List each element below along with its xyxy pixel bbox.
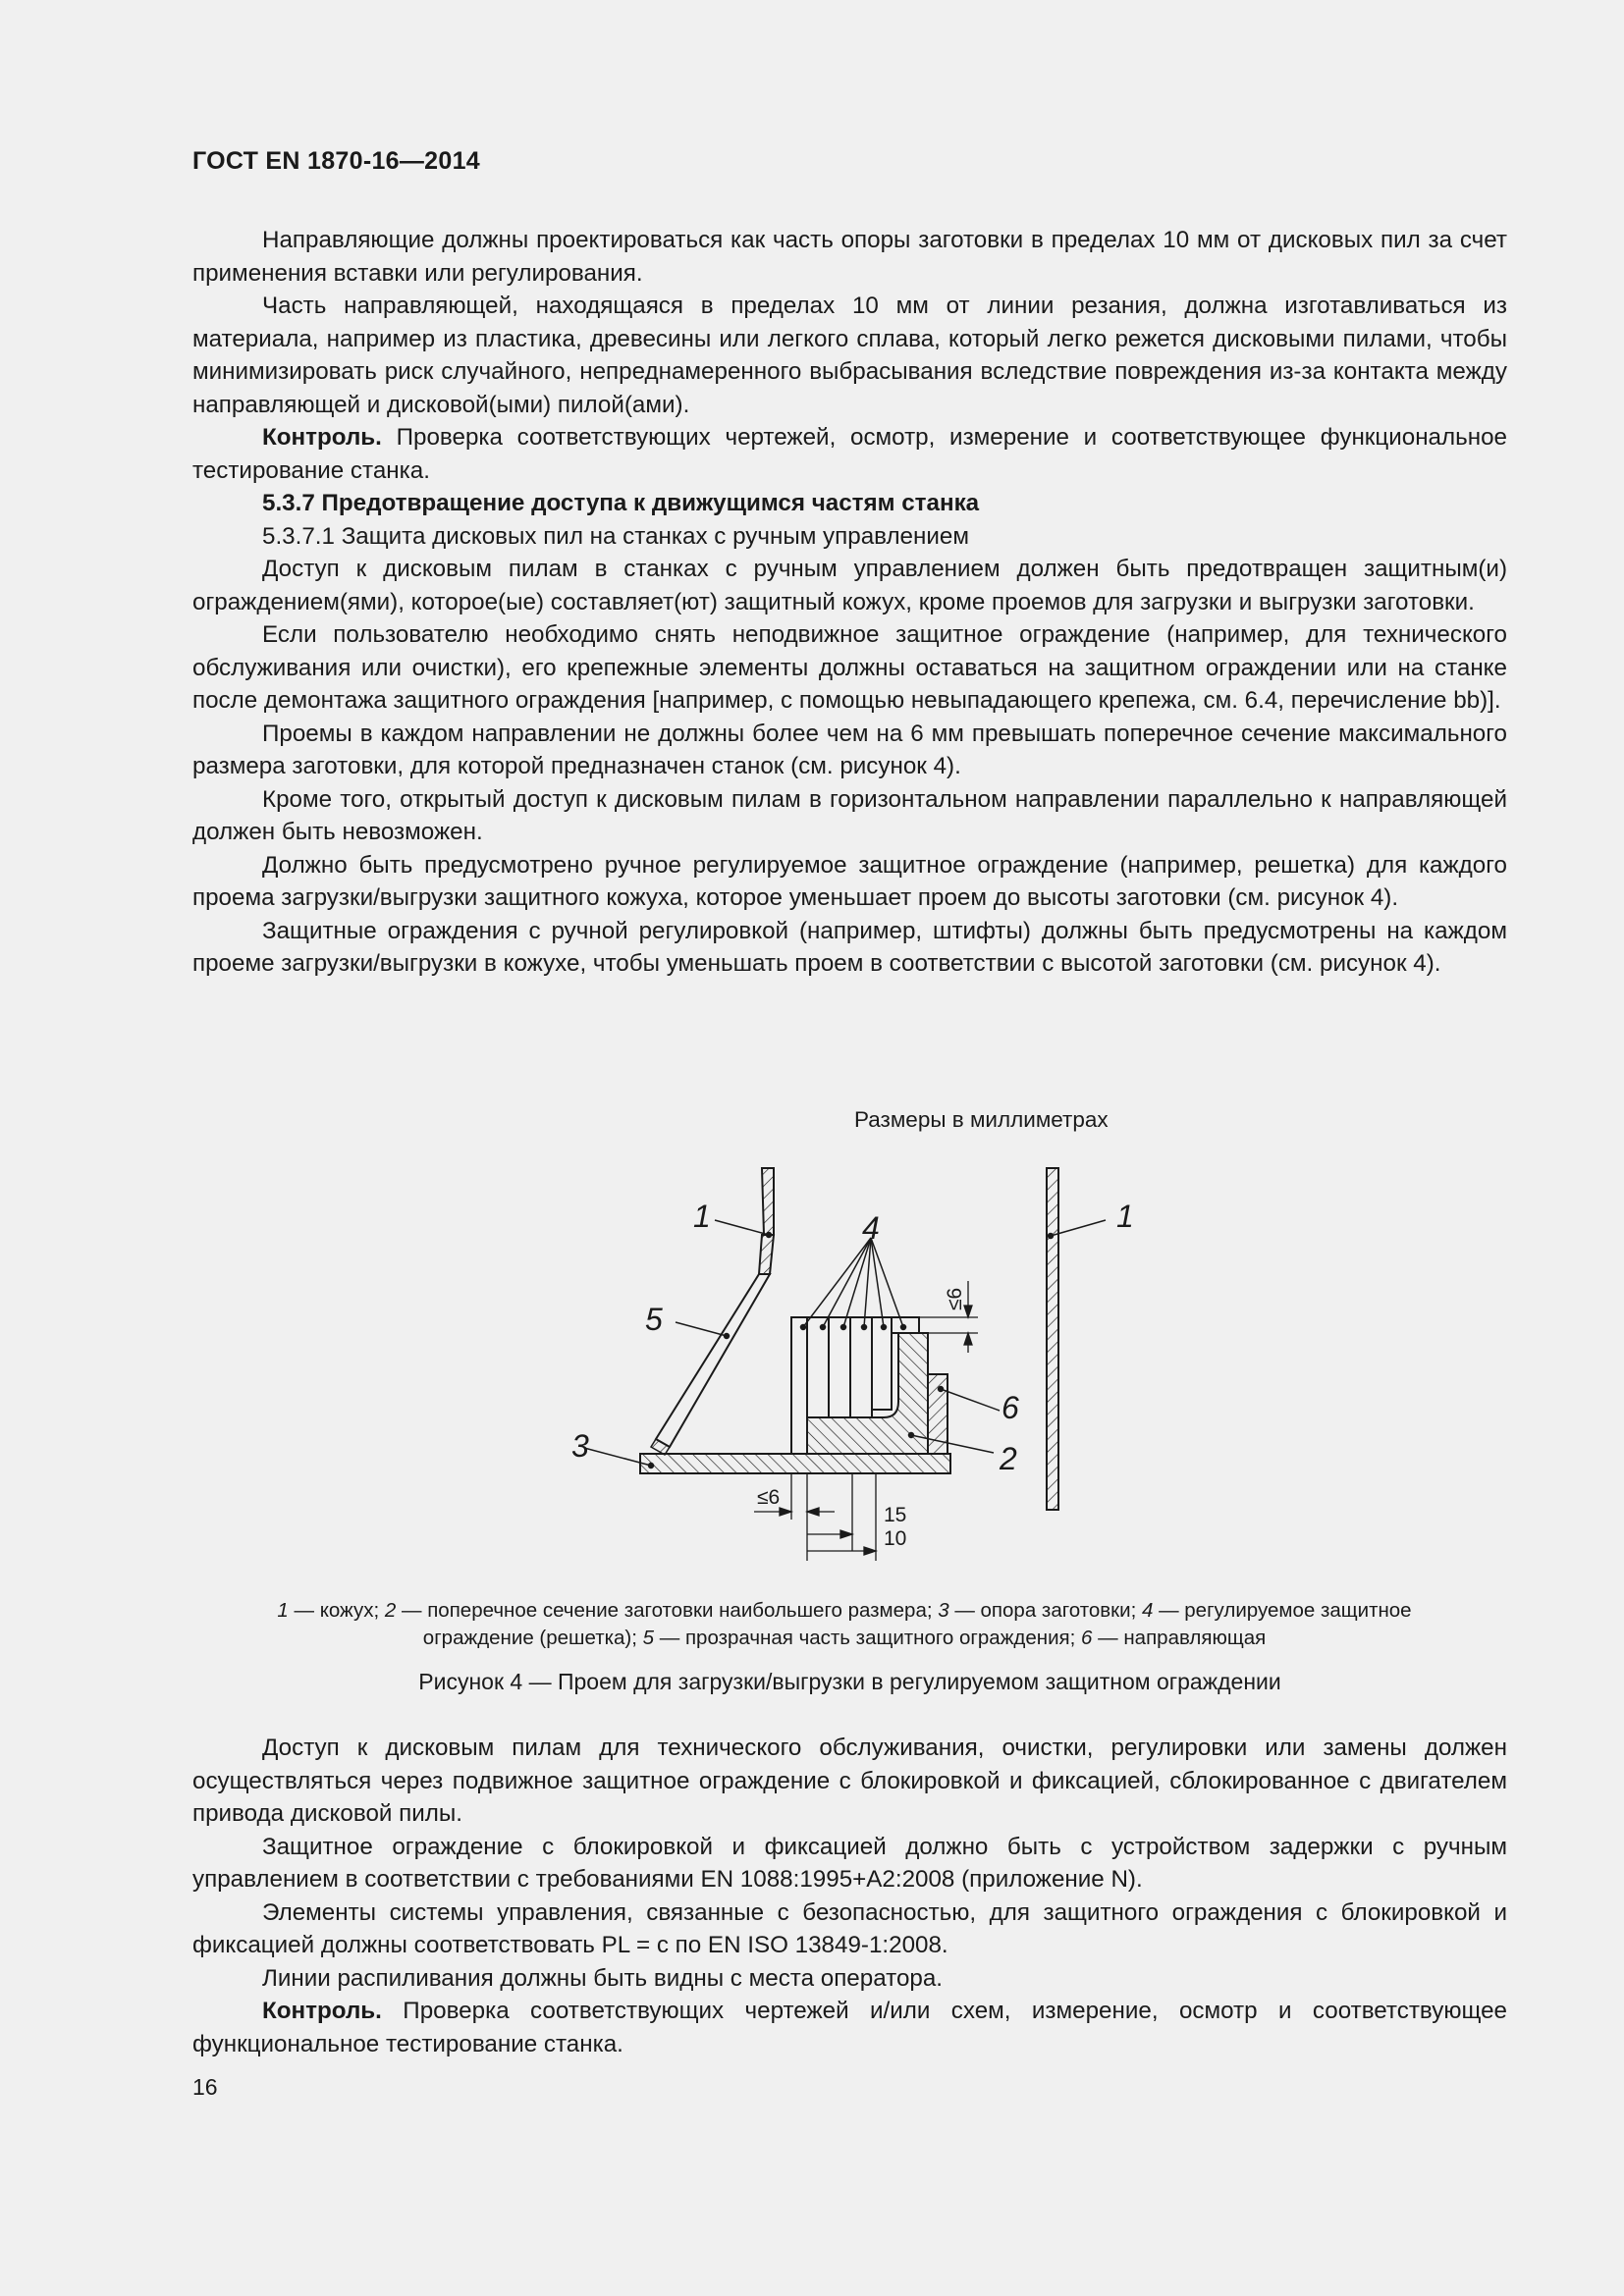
figure-4-drawing <box>550 1158 1159 1561</box>
paragraph: Защитное ограждение с блокировкой и фиксацией должно быть с устройством задержки с ручным управлением в соответствии с требованиями EN 1088:1995+A2:2008 (приложение N). <box>192 1833 1507 1893</box>
paragraph: Направляющие должны проектироваться как часть опоры заготовки в пределах 10 мм от дисковых пил за счет применения вставки или регулирования. <box>192 227 1507 287</box>
body-section-1 <box>192 224 1507 981</box>
paragraph: Если пользователю необходимо снять неподвижное защитное ограждение (например, для технического обслуживания или очистки), его крепежные элементы должны оставаться на защитном ограждении или на станке после демонтажа защитного ограждения [например, с помощью невыпадающего крепежа, см. 6.4, перечисление bb)]. <box>192 621 1507 714</box>
subsection-heading: 5.3.7.1 Защита дисковых пил на станках с ручным управлением <box>262 522 969 550</box>
paragraph: Элементы системы управления, связанные с безопасностью, для защитного ограждения с блокировкой и фиксацией должны соответствовать PL = c по EN ISO 13849-1:2008. <box>192 1898 1507 1958</box>
label-5: 5 <box>645 1302 663 1337</box>
label-1-right: 1 <box>1116 1199 1134 1234</box>
legend-num: 3 <box>938 1599 949 1622</box>
legend-num: 1 <box>277 1599 289 1622</box>
transparent-guard-part <box>656 1274 770 1447</box>
paragraph: Защитные ограждения с ручной регулировкой (например, штифты) должны быть предусмотрены на каждом проеме загрузки/выгрузки в кожухе, чтобы уменьшать проем в соответствии с высотой заготовки (см. рисунок 4). <box>192 917 1507 977</box>
legend-num: 2 <box>384 1599 397 1622</box>
dim-10: 10 <box>884 1527 907 1550</box>
label-2: 2 <box>1000 1441 1017 1476</box>
page-number: 16 <box>192 2074 218 2100</box>
paragraph: Линии распиливания должны быть видны с места оператора. <box>262 1964 944 1992</box>
paragraph: Доступ к дисковым пилам для технического обслуживания, очистки, регулировки или замены должен осуществляться через подвижное защитное ограждение с блокировкой и фиксацией, сблокированное с двигателем привода дисковой пилы. <box>192 1735 1507 1827</box>
paragraph <box>192 421 1507 487</box>
label-1-left: 1 <box>693 1199 711 1234</box>
paragraph: Проемы в каждом направлении не должны более чем на 6 мм превышать поперечное сечение максимального размера заготовки, для которой предназначен станок (см. рисунок 4). <box>192 720 1507 779</box>
label-6: 6 <box>1001 1390 1019 1425</box>
legend-num: 6 <box>1081 1627 1093 1649</box>
legend-num: 4 <box>1141 1599 1154 1622</box>
dim-le6-top: ≤6 <box>944 1287 966 1310</box>
legend-text: — регулируемое защитное ограждение (решетка); <box>422 1599 1412 1649</box>
paragraph: Часть направляющей, находящаяся в пределах 10 мм от линии резания, должна изготавливаться из материала, например из пластика, древесины или легкого сплава, который легко режется дисковыми пилами, чтобы минимизировать риск случайного, непреднамеренного выбрасывания вследствие повреждения из-за контакта между направляющей и дисковой(ыми) пилой(ами). <box>192 293 1507 418</box>
section-heading: 5.3.7 Предотвращение доступа к движущимся частям станка <box>262 490 980 516</box>
right-housing-wall <box>1047 1168 1058 1510</box>
label-3: 3 <box>571 1428 589 1464</box>
document-header: ГОСТ EN 1870-16—2014 <box>192 147 480 175</box>
body-section-2 <box>192 1732 1507 2060</box>
control-label: Контроль. <box>262 424 382 451</box>
paragraph: Кроме того, открытый доступ к дисковым пилам в горизонтальном направлении параллельно к направляющей должен быть невозможен. <box>192 785 1507 845</box>
label-4: 4 <box>862 1210 880 1246</box>
workpiece-support <box>640 1454 950 1473</box>
paragraph: Доступ к дисковым пилам в станках с ручным управлением должен быть предотвращен защитным(и) ограждением(ями), которое(ые) составляет(ют) защитный кожух, кроме проемов для загрузки и выгрузки заготовки. <box>192 556 1507 615</box>
legend-text: — кожух; <box>288 1599 385 1622</box>
legend-text: — опора заготовки; <box>948 1599 1142 1622</box>
left-housing-wall <box>762 1168 774 1235</box>
control-label: Контроль. <box>262 1998 382 2024</box>
legend-text: — поперечное сечение заготовки наибольшего размера; <box>396 1599 939 1622</box>
paragraph <box>192 1995 1507 2060</box>
dim-15: 15 <box>884 1504 907 1526</box>
dimensions-note: Размеры в миллиметрах <box>854 1107 1109 1132</box>
left-housing-bend <box>759 1235 774 1274</box>
dim-le6-bottom: ≤6 <box>757 1486 781 1509</box>
figure-legend <box>245 1597 1443 1652</box>
control-text: Проверка соответствующих чертежей и/или схем, измерение, осмотр и соответствующее функциональное тестирование станка. <box>192 1998 1507 2057</box>
figure-caption: Рисунок 4 — Проем для загрузки/выгрузки в регулируемом защитном ограждении <box>418 1669 1281 1694</box>
transparent-guard-tip <box>651 1439 670 1455</box>
technical-drawing <box>550 1158 1159 1561</box>
legend-num: 5 <box>642 1627 655 1649</box>
paragraph: Должно быть предусмотрено ручное регулируемое защитное ограждение (например, решетка) для каждого проема загрузки/выгрузки защитного кожуха, которое уменьшает проем до высоты заготовки (см. рисунок 4). <box>192 851 1507 911</box>
legend-text: — направляющая <box>1092 1627 1267 1649</box>
legend-text: — прозрачная часть защитного ограждения; <box>654 1627 1082 1649</box>
control-text: Проверка соответствующих чертежей, осмотр, измерение и соответствующее функциональное тестирование станка. <box>192 424 1507 484</box>
